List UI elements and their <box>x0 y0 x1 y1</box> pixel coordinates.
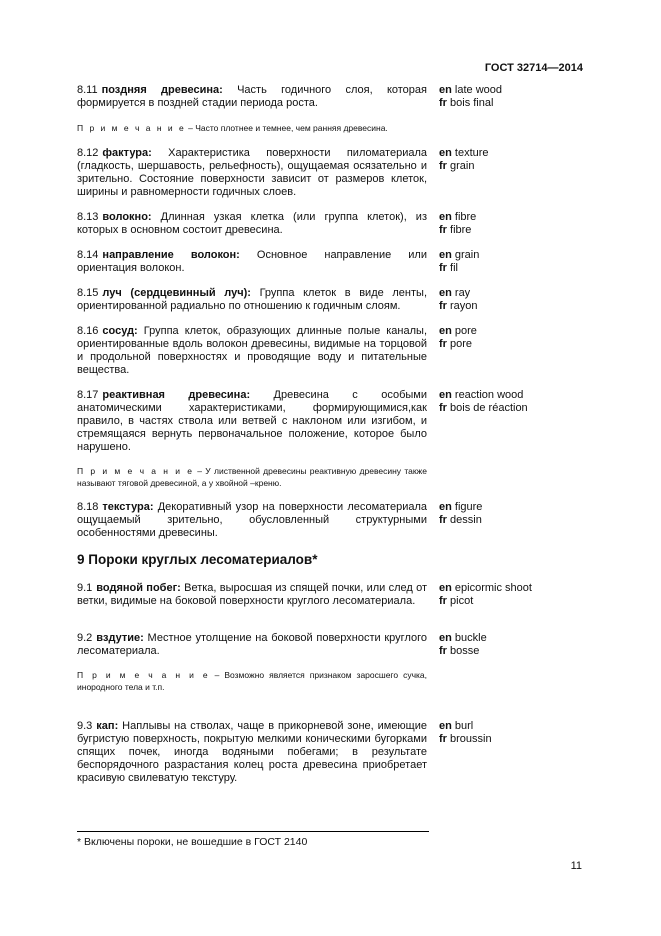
footnote: * Включены пороки, не вошедшие в ГОСТ 2140 <box>77 836 308 848</box>
fr-term: bois de réaction <box>450 402 528 414</box>
lang-en: en <box>439 389 452 401</box>
en-term: buckle <box>454 632 487 644</box>
term-equivalents <box>439 211 476 237</box>
lang-fr: fr <box>439 224 447 236</box>
entry-number: 8.13 <box>77 211 99 223</box>
term-entry <box>77 582 427 608</box>
lang-fr: fr <box>439 402 447 414</box>
term-title: поздняя древесина: <box>101 84 223 96</box>
entry-number: 9.3 <box>77 720 93 732</box>
term-entry <box>77 389 427 454</box>
lang-fr: fr <box>439 160 447 172</box>
lang-en: en <box>439 147 452 159</box>
page-number: 11 <box>570 860 582 872</box>
term-equivalents <box>439 632 487 658</box>
term-entry <box>77 211 427 237</box>
note-text: – У лиственной древесины реактивную древесину также называют тяговой древесиной, а у хвойной –креню. <box>77 466 427 488</box>
term-title: текстура: <box>102 501 154 513</box>
term-definition: Характеристика поверхности пиломатериала (гладкость, шершавость, рельефность), ощущаемая осязательно и зрительно. Состояние поверхности зависит от размеров клеток, ширины и равномерности годичных слоев. <box>77 147 427 198</box>
term-definition: Декоративный узор на поверхности лесоматериала ощущаемый зрительно, обусловленный структурными особенностями древесины. <box>77 501 427 539</box>
term-definition: Основное направление или ориентация волокон. <box>77 249 427 274</box>
lang-fr: fr <box>439 733 447 745</box>
term-title: реактивная древесина: <box>102 389 251 401</box>
entry-number: 9.1 <box>77 582 93 594</box>
term-entry <box>77 249 427 275</box>
lang-en: en <box>439 287 452 299</box>
note <box>77 669 427 693</box>
fr-term: fil <box>450 262 458 274</box>
term-entry <box>77 325 427 377</box>
lang-fr: fr <box>439 595 447 607</box>
lang-en: en <box>439 582 452 594</box>
term-equivalents <box>439 501 482 527</box>
term-equivalents <box>439 582 532 608</box>
en-term: burl <box>454 720 474 732</box>
fr-term: bois final <box>450 97 494 109</box>
lang-en: en <box>439 84 452 96</box>
term-equivalents <box>439 325 477 351</box>
lang-en: en <box>439 501 452 513</box>
en-term: ray <box>454 287 471 299</box>
term-title: кап: <box>96 720 119 732</box>
term-title: вздутие: <box>96 632 144 644</box>
fr-term: broussin <box>450 733 492 745</box>
term-definition: Местное утолщение на боковой поверхности круглого лесоматериала. <box>77 632 427 657</box>
term-definition: Часть годичного слоя, которая формируется в поздней стадии периода роста. <box>77 84 427 109</box>
note <box>77 122 427 134</box>
term-definition: Наплывы на стволах, чаще в прикорневой зоне, имеющие бугристую поверхность, покрытую мелкими коническими бугорками спящих почек, иногда водяными побегами; в результате беспорядочного разрастания колец роста древесина приобретает красивую свилеватую текстуру. <box>77 720 427 784</box>
note-label: П р и м е ч а н и е <box>77 123 186 133</box>
note-label: П р и м е ч а н и е <box>77 466 195 476</box>
fr-term: grain <box>450 160 475 172</box>
fr-term: rayon <box>450 300 478 312</box>
note-label: П р и м е ч а н и е <box>77 670 210 680</box>
note-text: – Возможно является признаком заросшего сучка, инородного тела и т.п. <box>77 670 427 692</box>
en-term: pore <box>454 325 477 337</box>
en-term: epicormic shoot <box>454 582 532 594</box>
term-entry <box>77 720 427 785</box>
note <box>77 465 427 489</box>
document-code: ГОСТ 32714—2014 <box>484 62 583 74</box>
term-title: фактура: <box>102 147 152 159</box>
term-equivalents <box>439 389 528 415</box>
lang-en: en <box>439 211 452 223</box>
lang-en: en <box>439 632 452 644</box>
term-equivalents <box>439 147 489 173</box>
entry-number: 8.17 <box>77 389 99 401</box>
section-title: 9 Пороки круглых лесоматериалов* <box>77 552 318 567</box>
en-term: fibre <box>454 211 477 223</box>
term-title: направление волокон: <box>102 249 240 261</box>
term-entry <box>77 632 427 658</box>
term-entry <box>77 84 427 110</box>
entry-number: 8.18 <box>77 501 99 513</box>
term-title: водяной побег: <box>96 582 181 594</box>
term-equivalents <box>439 249 479 275</box>
fr-term: picot <box>450 595 474 607</box>
lang-fr: fr <box>439 645 447 657</box>
entry-number: 8.12 <box>77 147 99 159</box>
term-entry <box>77 501 427 540</box>
en-term: late wood <box>454 84 502 96</box>
lang-fr: fr <box>439 514 447 526</box>
en-term: texture <box>454 147 489 159</box>
en-term: figure <box>454 501 483 513</box>
fr-term: dessin <box>450 514 482 526</box>
term-definition: Древесина с особыми анатомическими характеристиками, формирующимися,как правило, в частях ствола или ветвей с наклоном или изгибом, и стремящаяся вернуть первоначальное положение, которое было нарушено. <box>77 389 427 453</box>
term-definition: Группа клеток, образующих длинные полые каналы, ориентированные вдоль волокон древесины, видимые на торцовой и продольной поверхностях и проводящие воду и питательные вещества. <box>77 325 427 376</box>
entry-number: 8.11 <box>77 84 98 96</box>
lang-en: en <box>439 325 452 337</box>
lang-fr: fr <box>439 262 447 274</box>
term-entry <box>77 147 427 199</box>
note-text: – Часто плотнее и темнее, чем ранняя древесина. <box>185 123 388 133</box>
entry-number: 8.16 <box>77 325 99 337</box>
entry-number: 8.14 <box>77 249 99 261</box>
lang-fr: fr <box>439 300 447 312</box>
term-title: луч (сердцевинный луч): <box>102 287 251 299</box>
term-equivalents <box>439 287 478 313</box>
fr-term: fibre <box>450 224 472 236</box>
term-title: волокно: <box>102 211 152 223</box>
term-definition: Длинная узкая клетка (или группа клеток), из которых в основном состоит древесина. <box>77 211 427 236</box>
lang-fr: fr <box>439 97 447 109</box>
term-entry <box>77 287 427 313</box>
lang-en: en <box>439 720 452 732</box>
term-equivalents <box>439 84 502 110</box>
term-definition: Группа клеток в виде ленты, ориентированной радиально по отношению к годичным слоям. <box>77 287 428 312</box>
en-term: grain <box>454 249 480 261</box>
fr-term: pore <box>450 338 473 350</box>
term-equivalents <box>439 720 492 746</box>
en-term: reaction wood <box>454 389 524 401</box>
lang-fr: fr <box>439 338 447 350</box>
footnote-divider <box>77 831 429 832</box>
entry-number: 8.15 <box>77 287 99 299</box>
lang-en: en <box>439 249 452 261</box>
entry-number: 9.2 <box>77 632 93 644</box>
term-title: сосуд: <box>102 325 138 337</box>
fr-term: bosse <box>450 645 480 657</box>
term-definition: Ветка, выросшая из спящей почки, или след от ветки, видимые на боковой поверхности круглого лесоматериала. <box>77 582 428 607</box>
